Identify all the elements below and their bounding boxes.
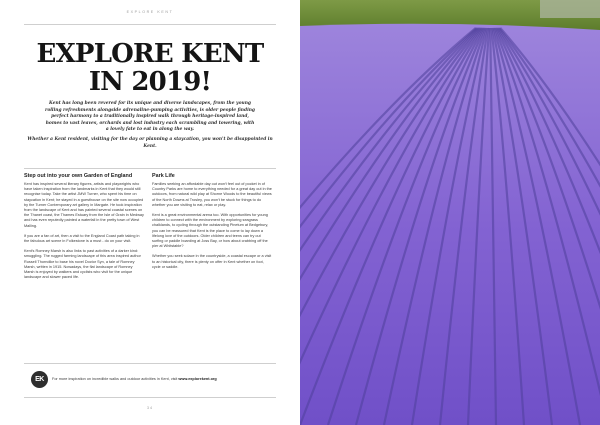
distant-hedge xyxy=(540,0,600,18)
title-line-1: EXPLORE KENT xyxy=(36,39,264,69)
lavender-field-image xyxy=(300,0,600,425)
section-heading-garden: Step out into your own Garden of England xyxy=(24,173,133,179)
cta-link[interactable]: www.explorekent.org xyxy=(178,377,217,381)
intro-paragraph: Kent has long been revered for its unique and diverse landscapes, from the young rolling refreshments alongside adrenaline-pumping activities, is older people finding perfect harmony to a traditionally inspired walk through heritage-inspired land, homes to vast leaves, orchards and lost industry each scrambling and towering, with a lovely fate to eat in along the way. xyxy=(45,101,255,133)
column-park-life xyxy=(152,173,272,275)
cta-text-body: For more inspiration on incredible walks and outdoor activities in Kent, visit xyxy=(52,377,179,381)
section-heading-park-life: Park Life xyxy=(152,173,175,179)
title-line-2: IN 2019! xyxy=(88,67,212,97)
park-paragraph-2: Kent is a great environmental arena too. With opportunities for young children to connect with the environment by exploring seagrass chalklands, to cycling through the outstanding Pinetum at Bedgebury, you can be reassured that Kent is the place to come to lay down a lifelong love of the outdoors. Older children and teens can try out surfing or paddle boarding at Joss Bay, or how about crabbing off the pier at Whitstable? xyxy=(152,213,269,249)
park-paragraph-3: Whether you seek solace in the countryside, a coastal escape or a visit to an historical city, there is plenty on offer in Kent whether on foot, cycle or saddle. xyxy=(152,254,272,269)
footer-rule-bottom xyxy=(24,397,276,398)
section-rule xyxy=(24,168,276,169)
top-rule xyxy=(24,24,276,25)
sub-paragraph: Whether a Kent resident, visiting for the day or planning a staycation, you won't be disappointed in Kent. xyxy=(27,137,273,149)
explore-kent-logo: EK xyxy=(31,371,48,388)
garden-paragraph-1: Kent has inspired several literary figures, artists and playwrights who have taken inspiration from the landmarks in Kent that they would still recognise today. Take the artist JMW Turner, who spent his time on staycation in Kent; he stayed in a guesthouse on the site now occupied by the Turner Contemporary art gallery in Margate. He took inspiration from the landscape of Kent and has painted several coastal scenes on the Thanet coast, the Thames Estuary from the Isle of Grain in Medway and has even reputedly painted a waterfall in the pretty town of West Malling. xyxy=(24,182,144,228)
page-title xyxy=(24,40,276,96)
footer-rule-top xyxy=(24,363,276,364)
column-garden-of-england xyxy=(24,173,144,285)
running-head: EXPLORE KENT xyxy=(126,10,174,14)
lavender-photo xyxy=(300,0,600,425)
cta-text xyxy=(52,377,217,382)
garden-paragraph-3: Kent's Romney Marsh is also links to past activities of a darker kind: smuggling. The rugged farming landscape of this area inspired author Russell Thorndike to base his novel Doctor Syn, a tale of Romney Marsh, written in 1915. Nowadays, the flat landscape of Romney Marsh is enjoyed by walkers and cyclists who visit for the unique landscape and slower paced life. xyxy=(24,249,141,280)
park-paragraph-1: Families seeking an affordable day out won't feel out of pocket in of Country Parks are home to everything needed for a great day out in the outdoors, from natural wild play at Shorne Woods to the beautiful views of the North Downs at Trosley, you won't be stuck for things to do whether you are visiting to eat, relax or play. xyxy=(152,182,272,207)
garden-paragraph-2: If you are a fan of art, then a visit to the England Coast path taking in the fabulous art scene in Folkestone is a must - do on your visit. xyxy=(24,233,140,244)
page-number: 34 xyxy=(147,406,153,410)
